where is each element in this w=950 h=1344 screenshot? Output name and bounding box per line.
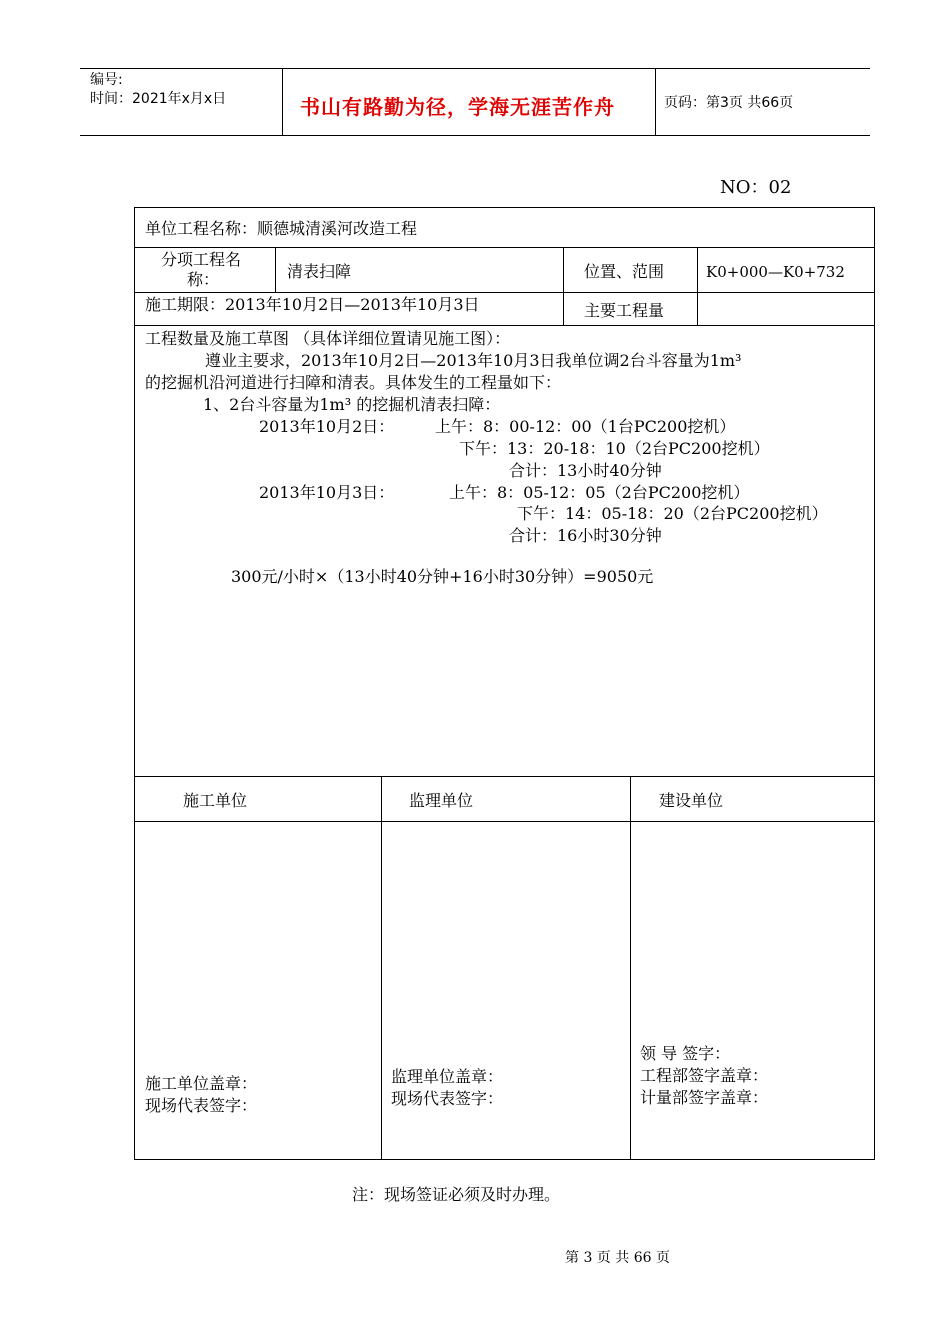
date-label: 2013年10月3日： [259,483,395,502]
sub-project-label-line2: 称： [187,270,220,289]
col-rule [563,247,564,325]
row-rule [135,292,874,293]
header-divider [282,68,283,135]
header-bottom-rule [80,135,870,136]
motto: 书山有路勤为径，学海无涯苦作舟 [300,95,615,119]
row-rule [135,821,874,822]
body-line: 1、2台斗容量为1m³ 的挖掘机清表扫障： [203,395,501,414]
body-line: 遵业主要求，2013年10月2日—2013年10月3日我单位调2台斗容量为1m³ [205,351,742,370]
date-label: 2013年10月2日： [259,417,395,436]
subtotal: 合计：13小时40分钟 [509,461,662,480]
unit-project-name: 单位工程名称：顺德城清溪河改造工程 [145,219,418,238]
owner-unit-header: 建设单位 [659,791,724,810]
page-indicator: 页码：第3页 共66页 [664,95,794,111]
morning-shift: 上午：8：05-12：05（2台PC200挖机） [449,483,750,502]
sub-project-value: 清表扫障 [287,262,352,281]
engineering-dept-signature-label: 工程部签字盖章： [640,1066,769,1085]
location-label: 位置、范围 [584,262,665,281]
afternoon-shift: 下午：14：05-18：20（2台PC200挖机） [517,504,828,523]
page-footer: 第 3 页 共 66 页 [565,1250,670,1266]
construction-seal-label: 施工单位盖章： [145,1074,258,1093]
header-divider [655,68,656,135]
col-rule [275,247,276,292]
note: 注：现场签证必须及时办理。 [352,1185,561,1204]
cost-calculation: 300元/小时×（13小时40分钟+16小时30分钟）=9050元 [231,567,654,586]
leader-signature-label: 领 导 签字： [640,1044,731,1063]
location-value: K0+000—K0+732 [706,263,845,281]
body-heading: 工程数量及施工草图 （具体详细位置请见施工图）： [145,329,511,348]
measurement-dept-signature-label: 计量部签字盖章： [640,1088,769,1107]
col-rule [630,776,631,1160]
serial-number-label: 编号: [90,72,123,88]
afternoon-shift: 下午：13：20-18：10（2台PC200挖机） [459,439,770,458]
header-top-rule [80,68,870,69]
supervision-rep-signature-label: 现场代表签字： [391,1089,504,1108]
body-line: 的挖掘机沿河道进行扫障和清表。具体发生的工程量如下： [145,373,562,392]
row-rule [135,776,874,777]
main-quantity-label: 主要工程量 [584,301,665,320]
col-rule [381,776,382,1160]
supervision-unit-header: 监理单位 [409,791,474,810]
morning-shift: 上午：8：00-12：00（1台PC200挖机） [435,417,736,436]
time-label: 时间：2021年x月x日 [90,91,227,107]
row-rule [135,247,874,248]
row-rule [135,325,874,326]
supervision-seal-label: 监理单位盖章： [391,1067,504,1086]
site-visa-form [134,207,875,1160]
col-rule [697,247,698,325]
sub-project-label-line1: 分项工程名 [161,250,242,269]
subtotal: 合计：16小时30分钟 [509,526,662,545]
construction-rep-signature-label: 现场代表签字： [145,1096,258,1115]
construction-unit-header: 施工单位 [183,791,248,810]
sub-project-label [161,250,241,290]
document-number: NO：02 [720,177,792,198]
construction-period: 施工期限：2013年10月2日—2013年10月3日 [145,295,480,314]
